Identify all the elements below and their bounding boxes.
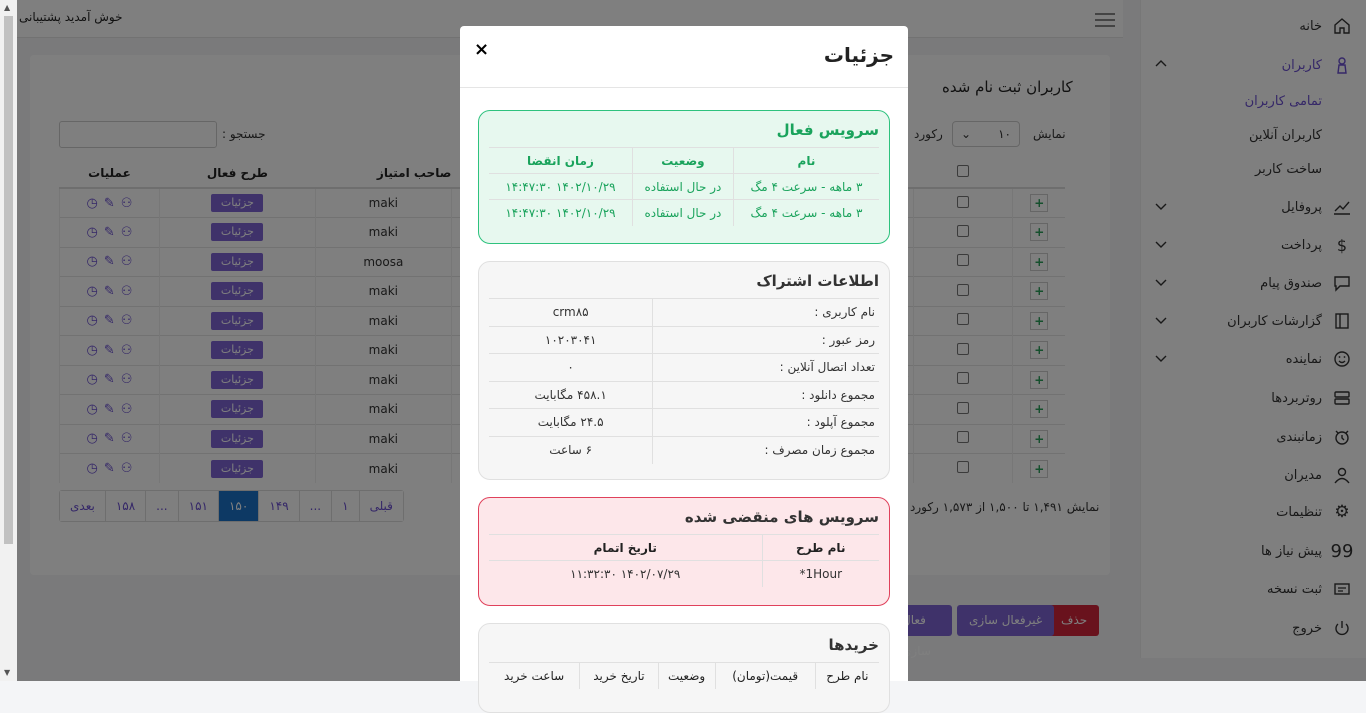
subscription-row	[489, 381, 879, 409]
subscription-label: رمز عبور :	[653, 326, 879, 354]
subscription-row	[489, 326, 879, 354]
subscription-label: تعداد اتصال آنلاین :	[653, 354, 879, 382]
subscription-box	[478, 261, 890, 480]
expired-service-row	[489, 561, 879, 587]
subscription-row	[489, 354, 879, 382]
details-modal	[460, 26, 908, 681]
expired-services-title: سرویس های منقضی شده	[684, 508, 879, 526]
expired-services-box	[478, 497, 890, 606]
expired-col-header: نام طرح	[762, 535, 879, 561]
purchases-col-header: نام طرح	[815, 663, 879, 689]
active-service-cell: در حال استفاده	[632, 200, 733, 226]
expired-col-header: تاریخ اتمام	[489, 535, 762, 561]
active-service-cell: ۱۴۰۲/۱۰/۲۹ ۱۴:۴۷:۳۰	[489, 200, 632, 226]
subscription-title: اطلاعات اشتراک	[756, 272, 879, 290]
subscription-table	[489, 298, 879, 464]
active-col-header: نام	[733, 148, 879, 174]
modal-header	[460, 26, 908, 88]
purchases-title: خریدها	[828, 636, 879, 654]
active-service-cell: ۱۴۰۲/۱۰/۲۹ ۱۴:۴۷:۳۰	[489, 174, 632, 200]
active-service-box	[478, 110, 890, 244]
purchases-col-header: قیمت(تومان)	[715, 663, 815, 689]
purchases-col-header: وضعیت	[658, 663, 715, 689]
subscription-label: مجموع دانلود :	[653, 381, 879, 409]
close-icon[interactable]: ×	[474, 39, 490, 60]
subscription-label: مجموع آپلود :	[653, 409, 879, 437]
active-service-row	[489, 200, 879, 226]
subscription-value: ۲۴.۵ مگابایت	[489, 409, 653, 437]
scrollbar-thumb[interactable]	[4, 16, 13, 544]
expired-service-cell: ۱۴۰۲/۰۷/۲۹ ۱۱:۳۲:۳۰	[489, 561, 762, 587]
subscription-value: crm۸۵	[489, 299, 653, 327]
purchases-table	[489, 662, 879, 689]
subscription-row	[489, 299, 879, 327]
active-service-row	[489, 174, 879, 200]
subscription-label: نام کاربری :	[653, 299, 879, 327]
scroll-up-icon[interactable]: ▲	[4, 3, 11, 12]
subscription-label: مجموع زمان مصرف :	[653, 436, 879, 464]
subscription-value: ۰	[489, 354, 653, 382]
active-col-header: وضعیت	[632, 148, 733, 174]
active-service-title: سرویس فعال	[776, 121, 879, 139]
subscription-value: ۱۰۲۰۳۰۴۱	[489, 326, 653, 354]
subscription-row	[489, 409, 879, 437]
active-service-cell: در حال استفاده	[632, 174, 733, 200]
expired-services-table	[489, 534, 879, 587]
active-service-cell: ۳ ماهه - سرعت ۴ مگ	[733, 174, 879, 200]
active-col-header: زمان انقضا	[489, 148, 632, 174]
subscription-row	[489, 436, 879, 464]
scroll-down-icon[interactable]: ▼	[4, 668, 11, 677]
expired-service-cell: 1Hour*	[762, 561, 879, 587]
subscription-value: ۴۵۸.۱ مگابایت	[489, 381, 653, 409]
page-scrollbar[interactable]	[0, 0, 17, 681]
active-service-cell: ۳ ماهه - سرعت ۴ مگ	[733, 200, 879, 226]
purchases-box	[478, 623, 890, 713]
subscription-value: ۶ ساعت	[489, 436, 653, 464]
purchases-col-header: ساعت خرید	[489, 663, 580, 689]
modal-title: جزئیات	[823, 43, 894, 67]
active-service-table	[489, 147, 879, 226]
purchases-col-header: تاریخ خرید	[580, 663, 658, 689]
